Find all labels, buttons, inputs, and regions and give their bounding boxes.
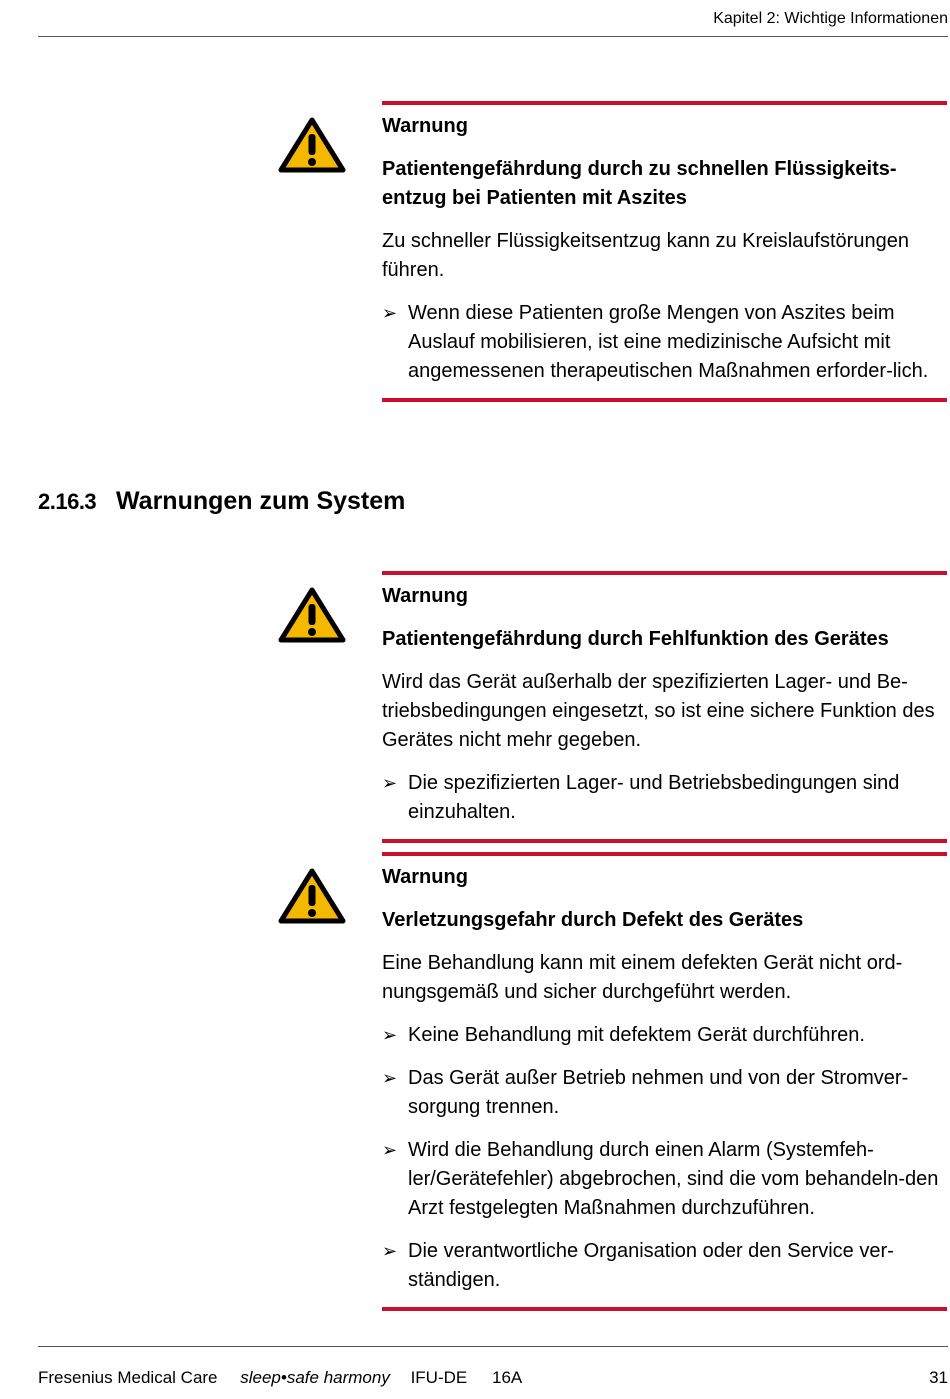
page-footer — [38, 1346, 948, 1399]
warning-step — [382, 1064, 947, 1122]
warning-body: Eine Behandlung kann mit einem defekten Gerät nicht ord-nungsgemäß und sicher durchgeführt werden. — [382, 952, 903, 1003]
footer-document: IFU-DE — [410, 1368, 468, 1387]
warning-step-text: Das Gerät außer Betrieb nehmen und von der Stromver-sorgung trennen. — [408, 1067, 909, 1118]
page-header — [38, 8, 948, 37]
warning-box-ascites — [382, 101, 947, 402]
warning-label: Warnung — [382, 585, 468, 607]
warning-triangle-icon — [278, 587, 346, 643]
warning-step-text: Die verantwortliche Organisation oder den Service ver-ständigen. — [408, 1240, 894, 1291]
warning-triangle-icon — [278, 117, 346, 173]
section-number: 2.16.3 — [38, 489, 97, 514]
warning-title: Patientengefährdung durch Fehlfunktion des Gerätes — [382, 628, 889, 650]
page-number: 31 — [929, 1368, 948, 1387]
warning-step — [382, 769, 947, 827]
warning-label: Warnung — [382, 866, 468, 888]
footer-publisher: Fresenius Medical Care — [38, 1368, 218, 1387]
warning-step — [382, 1136, 947, 1223]
section-title: Warnungen zum System — [116, 487, 406, 515]
warning-box-malfunction — [382, 571, 947, 843]
warning-title-text: Patientengefährdung durch zu schnellen Flüssigkeits- entzug bei Patienten mit Aszites — [382, 158, 897, 209]
warning-step-text: Keine Behandlung mit defektem Gerät durchführen. — [408, 1024, 865, 1046]
warning-step-text: Wenn diese Patienten große Mengen von Aszites beim Auslauf mobilisieren, ist eine medizinische Aufsicht mit angemessenen therapeutischen Maßnahmen erforder-lich. — [408, 302, 929, 382]
warning-step-text: Wird die Behandlung durch einen Alarm (Systemfeh-ler/Gerätefehler) abgebrochen, sind die vom behandeln-den Arzt festgelegten Maßnahmen durchzuführen. — [408, 1139, 939, 1219]
warning-body: Zu schneller Flüssigkeitsentzug kann zu Kreislaufstörungen führen. — [382, 230, 909, 281]
warning-triangle-icon — [278, 868, 346, 924]
warning-step — [382, 299, 947, 386]
warning-box-defect — [382, 852, 947, 1311]
warning-step — [382, 1021, 947, 1050]
footer-product: sleep•safe harmony — [240, 1368, 390, 1387]
warning-step-text: Die spezifizierten Lager- und Betriebsbedingungen sind einzuhalten. — [408, 772, 900, 823]
footer-row — [38, 1368, 948, 1388]
chapter-title: Kapitel 2: Wichtige Informationen — [713, 10, 948, 27]
footer-version: 16A — [491, 1368, 523, 1387]
warning-label: Warnung — [382, 115, 468, 137]
warning-body: Wird das Gerät außerhalb der spezifizierten Lager- und Be-triebsbedingungen eingesetzt, so ist eine sichere Funktion des Gerätes nicht mehr gegeben. — [382, 671, 935, 751]
section-heading — [38, 487, 405, 516]
warning-title — [382, 155, 947, 213]
warning-step — [382, 1237, 947, 1295]
warning-title: Verletzungsgefahr durch Defekt des Gerätes — [382, 909, 804, 931]
